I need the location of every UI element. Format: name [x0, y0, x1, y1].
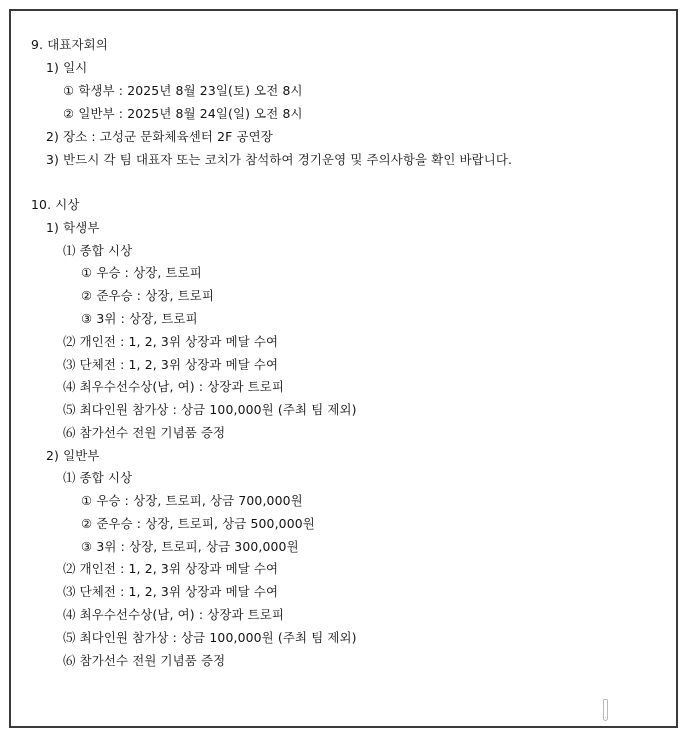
- student-overall-award-label: ⑴ 종합 시상: [63, 243, 133, 258]
- meeting-datetime-label: 1) 일시: [46, 60, 88, 75]
- document-body: [11, 11, 676, 726]
- general-team-award: ⑶ 단체전 : 1, 2, 3위 상장과 메달 수여: [63, 584, 279, 599]
- general-best-player-award: ⑷ 최우수선수상(남, 여) : 상장과 트로피: [63, 607, 285, 622]
- general-overall-award-label: ⑴ 종합 시상: [63, 470, 133, 485]
- general-individual-award: ⑵ 개인전 : 1, 2, 3위 상장과 메달 수여: [63, 561, 279, 576]
- student-team-award: ⑶ 단체전 : 1, 2, 3위 상장과 메달 수여: [63, 357, 279, 372]
- student-division-label: 1) 학생부: [46, 220, 100, 235]
- meeting-general-datetime: ② 일반부 : 2025년 8월 24일(일) 오전 8시: [63, 106, 303, 121]
- document-frame: [9, 9, 678, 728]
- general-division-label: 2) 일반부: [46, 448, 100, 463]
- student-individual-award: ⑵ 개인전 : 1, 2, 3위 상장과 메달 수여: [63, 334, 279, 349]
- text-cursor-icon: [603, 699, 608, 721]
- student-overall-runner-up: ② 준우승 : 상장, 트로피: [81, 288, 214, 303]
- general-overall-winner: ① 우승 : 상장, 트로피, 상금 700,000원: [81, 493, 303, 508]
- meeting-attendance-note: 3) 반드시 각 팀 대표자 또는 코치가 참석하여 경기운영 및 주의사항을 확인 바랍니다.: [46, 152, 513, 167]
- general-overall-third: ③ 3위 : 상장, 트로피, 상금 300,000원: [81, 539, 299, 554]
- section-9-heading: 9. 대표자회의: [31, 37, 108, 52]
- student-overall-winner: ① 우승 : 상장, 트로피: [81, 265, 202, 280]
- student-best-player-award: ⑷ 최우수선수상(남, 여) : 상장과 트로피: [63, 379, 285, 394]
- student-participant-gift: ⑹ 참가선수 전원 기념품 증정: [63, 425, 226, 440]
- student-most-members-award: ⑸ 최다인원 참가상 : 상금 100,000원 (주최 팀 제외): [63, 402, 357, 417]
- section-10-heading: 10. 시상: [31, 197, 80, 212]
- student-overall-third: ③ 3위 : 상장, 트로피: [81, 311, 198, 326]
- meeting-location: 2) 장소 : 고성군 문화체육센터 2F 공연장: [46, 129, 273, 144]
- meeting-student-datetime: ① 학생부 : 2025년 8월 23일(토) 오전 8시: [63, 83, 303, 98]
- general-most-members-award: ⑸ 최다인원 참가상 : 상금 100,000원 (주최 팀 제외): [63, 630, 357, 645]
- general-overall-runner-up: ② 준우승 : 상장, 트로피, 상금 500,000원: [81, 516, 315, 531]
- general-participant-gift: ⑹ 참가선수 전원 기념품 증정: [63, 653, 226, 668]
